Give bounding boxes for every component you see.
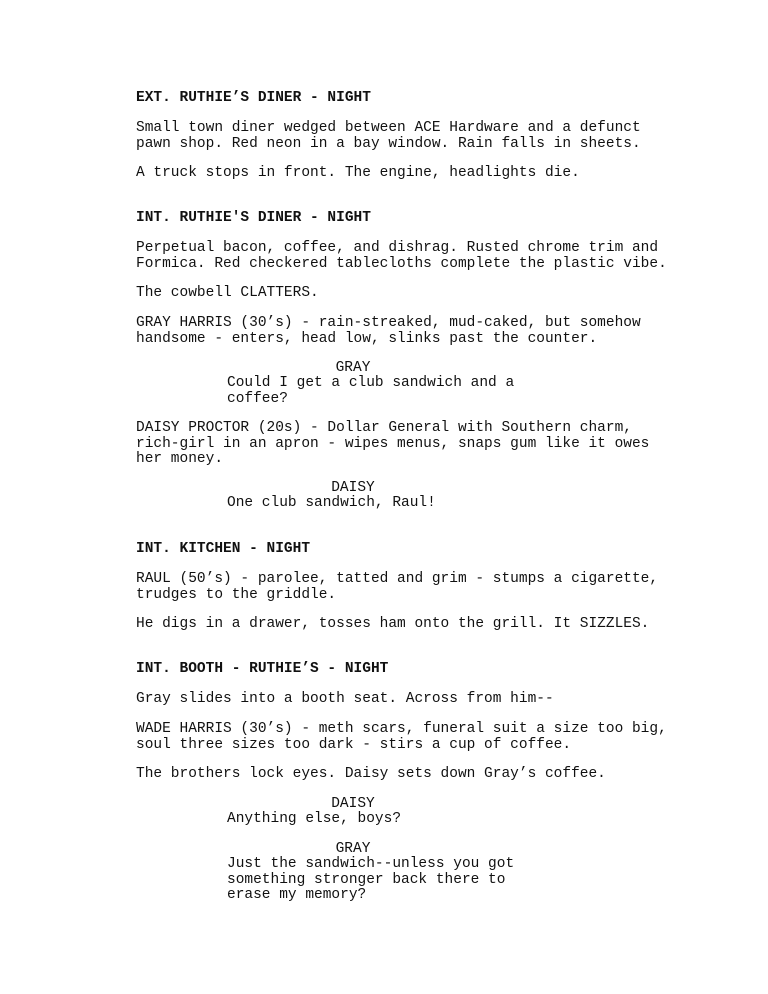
scene-heading: INT. KITCHEN - NIGHT (136, 541, 311, 557)
character-cue: GRAY (335, 841, 371, 857)
action-text: DAISY PROCTOR (20s) - Dollar General with Southern charm, rich-girl in an apron - wipes menus, snaps gum like it owes her money. (136, 420, 650, 467)
character-cue: GRAY (335, 360, 371, 376)
dialogue-text: Anything else, boys? (227, 811, 402, 827)
character-cue: DAISY (331, 480, 375, 496)
character-cue: DAISY (331, 796, 375, 812)
action-text: He digs in a drawer, tosses ham onto the grill. It SIZZLES. (136, 616, 650, 632)
action-text: Perpetual bacon, coffee, and dishrag. Rusted chrome trim and Formica. Red checkered tablecloths complete the plastic vibe. (136, 240, 667, 272)
action-text: WADE HARRIS (30’s) - meth scars, funeral suit a size too big, soul three sizes too dark - stirs a cup of coffee. (136, 721, 667, 753)
action-text: Small town diner wedged between ACE Hardware and a defunct pawn shop. Red neon in a bay window. Rain falls in sheets. (136, 120, 641, 152)
action-text: The brothers lock eyes. Daisy sets down Gray’s coffee. (136, 766, 606, 782)
dialogue-text: Just the sandwich--unless you got something stronger back there to erase my memory? (227, 856, 515, 903)
scene-heading: EXT. RUTHIE’S DINER - NIGHT (136, 90, 371, 106)
action-text: RAUL (50’s) - parolee, tatted and grim - stumps a cigarette, trudges to the griddle. (136, 571, 659, 603)
dialogue-text: Could I get a club sandwich and a coffee? (227, 375, 515, 407)
action-text: GRAY HARRIS (30’s) - rain-streaked, mud-caked, but somehow handsome - enters, head low, slinks past the counter. (136, 315, 641, 347)
dialogue-text: One club sandwich, Raul! (227, 495, 436, 511)
action-text: The cowbell CLATTERS. (136, 285, 319, 301)
action-text: Gray slides into a booth seat. Across from him-- (136, 691, 554, 707)
scene-heading: INT. BOOTH - RUTHIE’S - NIGHT (136, 661, 389, 677)
action-text: A truck stops in front. The engine, headlights die. (136, 165, 580, 181)
scene-heading: INT. RUTHIE'S DINER - NIGHT (136, 210, 371, 226)
